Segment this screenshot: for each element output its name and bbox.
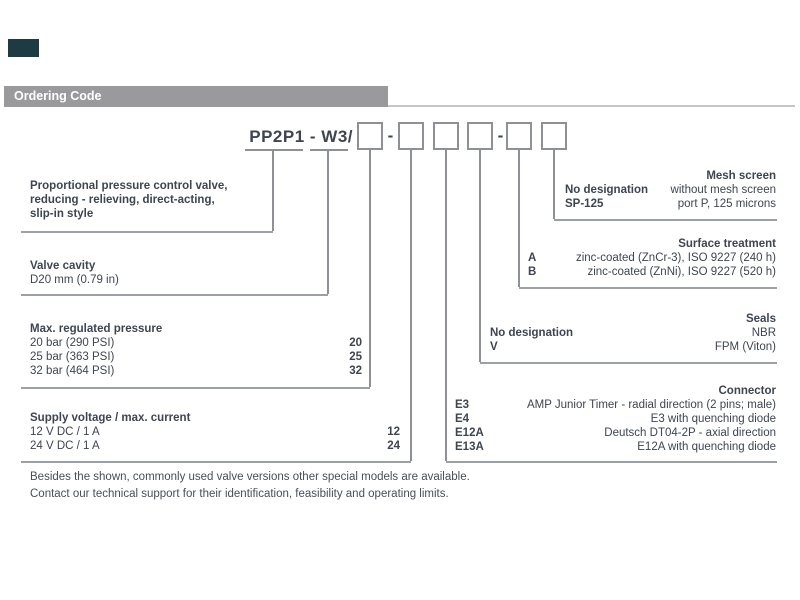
section-supply-voltage xyxy=(30,411,400,453)
option-row xyxy=(455,398,776,412)
rule-mesh-screen xyxy=(554,219,777,221)
section-title: Valve cavity xyxy=(30,260,96,272)
section-connector xyxy=(455,384,776,454)
code-box-surface xyxy=(506,122,532,150)
option-label: 12 V DC / 1 A xyxy=(30,426,100,438)
option-code: B xyxy=(528,266,537,278)
option-row xyxy=(30,364,362,378)
rule-valve-cavity xyxy=(21,294,328,296)
leader-seals xyxy=(479,150,481,362)
option-code: E3 xyxy=(455,399,470,411)
option-label: 25 bar (363 PSI) xyxy=(30,351,115,363)
option-code: 12 xyxy=(387,426,400,438)
valve-description-line: Proportional pressure control valve, xyxy=(30,180,228,192)
leader-connector xyxy=(445,150,447,461)
rule-seals xyxy=(480,362,777,364)
footer-note-line: Besides the shown, commonly used valve versions other special models are available. xyxy=(30,471,470,483)
page-corner-marker xyxy=(8,39,39,57)
option-row xyxy=(30,273,280,287)
rule-pressure xyxy=(21,387,370,389)
valve-description-line: slip-in style xyxy=(30,208,94,220)
code-box-pressure xyxy=(357,122,383,150)
section-title: Supply voltage / max. current xyxy=(30,412,191,424)
option-label: E12A with quenching diode xyxy=(637,441,776,453)
option-row xyxy=(528,265,776,279)
option-code: SP-125 xyxy=(565,198,604,210)
option-code: E4 xyxy=(455,413,470,425)
option-row xyxy=(455,412,776,426)
option-code: V xyxy=(490,341,498,353)
leader-pressure xyxy=(369,150,371,387)
leader-cavity xyxy=(327,150,329,294)
underline-model xyxy=(245,149,303,151)
section-surface-treatment xyxy=(528,237,776,279)
option-row xyxy=(490,340,776,354)
leader-voltage xyxy=(410,150,412,461)
section-title: Connector xyxy=(718,385,776,397)
section-valve-cavity xyxy=(30,259,280,287)
section-title: Mesh screen xyxy=(706,170,776,182)
option-label: AMP Junior Timer - radial direction (2 pins; male) xyxy=(526,399,776,411)
option-label: 24 V DC / 1 A xyxy=(30,440,100,452)
option-row xyxy=(30,439,400,453)
option-row xyxy=(30,425,400,439)
code-box-seals xyxy=(467,122,493,150)
option-row xyxy=(565,183,776,197)
code-dash-1: - xyxy=(387,126,394,145)
option-row xyxy=(30,350,362,364)
section-valve-description xyxy=(30,179,280,221)
section-title: Surface treatment xyxy=(678,238,776,250)
footer-note xyxy=(30,469,470,503)
option-label: 32 bar (464 PSI) xyxy=(30,365,115,377)
option-label: FPM (Viton) xyxy=(714,341,776,353)
option-row xyxy=(528,251,776,265)
option-label: zinc-coated (ZnCr-3), ISO 9227 (240 h) xyxy=(575,252,776,264)
option-code: E12A xyxy=(455,427,484,439)
valve-description-line: reducing - relieving, direct-acting, xyxy=(30,194,215,206)
section-title: Seals xyxy=(745,313,776,325)
code-box-voltage xyxy=(398,122,424,150)
option-label: NBR xyxy=(751,327,776,339)
section-seals xyxy=(490,312,776,354)
underline-cavity xyxy=(310,149,348,151)
option-row xyxy=(490,326,776,340)
section-title: Max. regulated pressure xyxy=(30,323,163,335)
option-label: zinc-coated (ZnNi), ISO 9227 (520 h) xyxy=(587,266,776,278)
rule-voltage xyxy=(21,461,411,463)
option-code: No designation xyxy=(490,327,574,339)
section-title: Ordering Code xyxy=(14,89,102,103)
option-row xyxy=(455,440,776,454)
option-row xyxy=(455,426,776,440)
option-label: D20 mm (0.79 in) xyxy=(30,274,119,286)
code-box-mesh xyxy=(541,122,567,150)
rule-connector xyxy=(446,461,777,463)
option-label: without mesh screen xyxy=(670,184,776,196)
option-code: E13A xyxy=(455,441,484,453)
option-code: A xyxy=(528,252,537,264)
rule-surface-treatment xyxy=(519,287,777,289)
rule-valve-description xyxy=(21,231,273,233)
option-label: Deutsch DT04-2P - axial direction xyxy=(604,427,776,439)
option-label: port P, 125 microns xyxy=(677,198,776,210)
option-label: 20 bar (290 PSI) xyxy=(30,337,115,349)
leader-mesh xyxy=(553,150,555,219)
option-row xyxy=(30,336,362,350)
option-code: 24 xyxy=(387,440,400,452)
option-code: 32 xyxy=(349,365,362,377)
option-row xyxy=(565,197,776,211)
option-code: 20 xyxy=(349,337,362,349)
leader-surface xyxy=(518,150,520,287)
section-max-pressure xyxy=(30,322,362,378)
option-label: E3 with quenching diode xyxy=(650,413,776,425)
option-code: 25 xyxy=(349,351,362,363)
section-mesh-screen xyxy=(565,169,776,211)
code-dash-2: - xyxy=(497,126,504,145)
footer-note-line: Contact our technical support for their identification, feasibility and operating limits. xyxy=(30,488,449,500)
code-box-connector xyxy=(433,122,459,150)
option-code: No designation xyxy=(565,184,649,196)
section-header-bar xyxy=(4,86,388,107)
ordering-code-prefix: PP2P1 - W3/ xyxy=(249,127,353,146)
